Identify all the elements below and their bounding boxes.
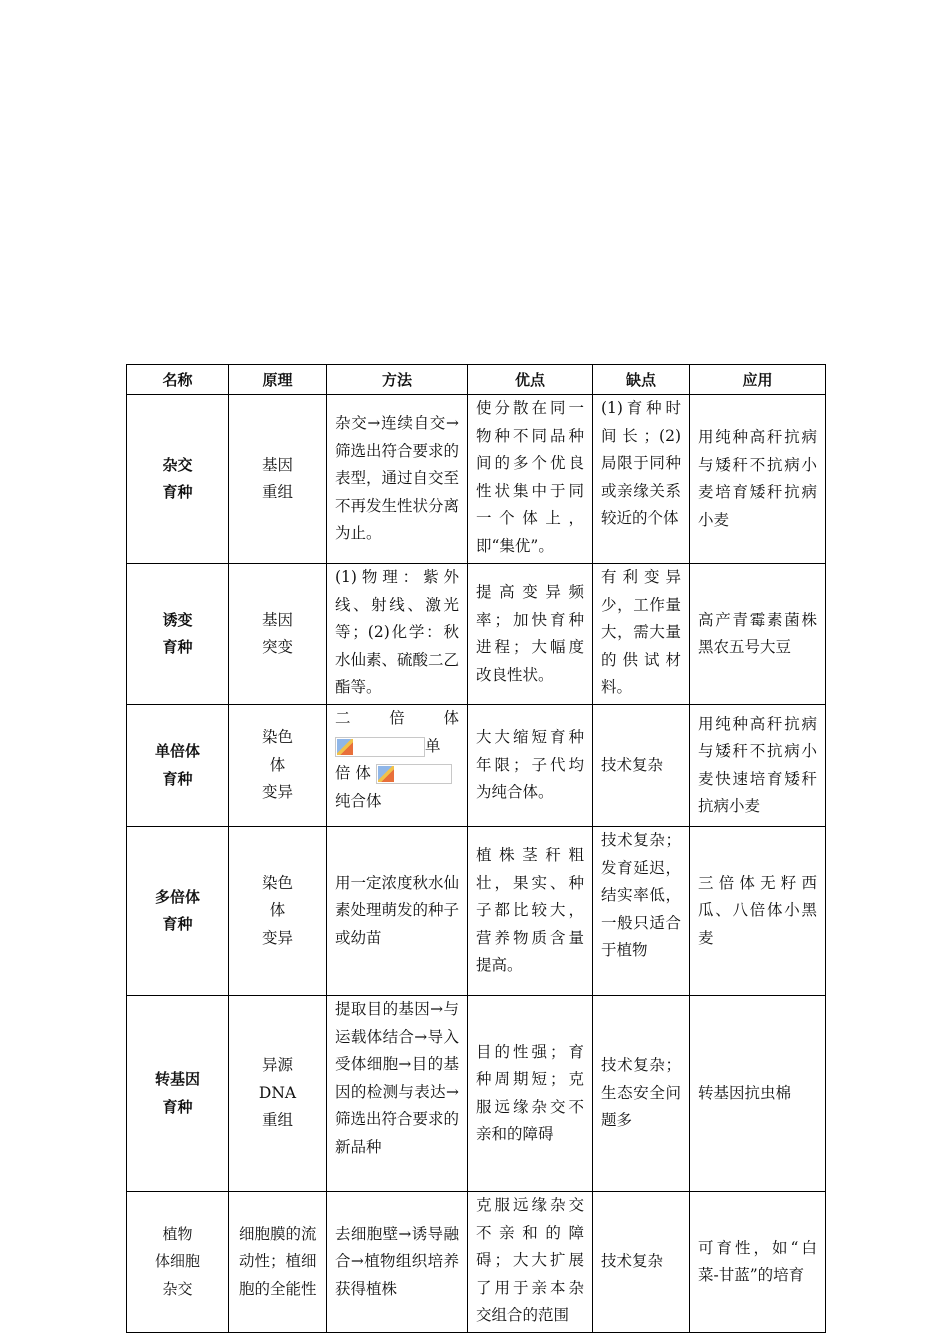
header-pros: 优点	[468, 365, 593, 395]
principle: 基因 重组	[229, 395, 327, 564]
header-name: 名称	[127, 365, 229, 395]
method: 提取目的基因→与运载体结合→导入受体细胞→目的基因的检测与表达→筛选出符合要求的新品种	[327, 996, 468, 1192]
broken-image-icon	[335, 737, 425, 757]
header-method: 方法	[327, 365, 468, 395]
applications: 可育性，如“白菜-甘蓝”的培育	[690, 1192, 826, 1333]
method-name: 诱变 育种	[127, 564, 229, 705]
table-row	[127, 996, 826, 1192]
applications: 用纯种高秆抗病与矮秆不抗病小麦快速培育矮秆抗病小麦	[690, 705, 826, 827]
method-line-2: 单	[335, 733, 459, 761]
disadvantages: (1)育种时间长；(2)局限于同种或亲缘关系较近的个体	[593, 395, 690, 564]
applications: 三倍体无籽西瓜、八倍体小黑麦	[690, 827, 826, 996]
disadvantages: 技术复杂	[593, 705, 690, 827]
method-line-4: 纯合体	[335, 791, 382, 810]
advantages: 克服远缘杂交不亲和的障碍；大大扩展了用于亲本杂交组合的范围	[468, 1192, 593, 1333]
applications: 高产青霉素菌株黑农五号大豆	[690, 564, 826, 705]
table-row	[127, 395, 826, 564]
table-row	[127, 827, 826, 996]
method-name: 杂交 育种	[127, 395, 229, 564]
header-row	[127, 365, 826, 395]
header-principle: 原理	[229, 365, 327, 395]
method	[327, 705, 468, 827]
disadvantages: 技术复杂；生态安全问题多	[593, 996, 690, 1192]
principle: 染色 体 变异	[229, 827, 327, 996]
principle: 基因 突变	[229, 564, 327, 705]
method-name: 植物 体细胞 杂交	[127, 1192, 229, 1333]
advantages: 目的性强；育种周期短；克服远缘杂交不亲和的障碍	[468, 996, 593, 1192]
method-name: 转基因 育种	[127, 996, 229, 1192]
method: (1)物理：紫外线、射线、激光等；(2)化学：秋水仙素、硫酸二乙酯等。	[327, 564, 468, 705]
header-cons: 缺点	[593, 365, 690, 395]
disadvantages: 技术复杂	[593, 1192, 690, 1333]
method-line-3: 倍 体	[335, 760, 459, 788]
advantages: 使分散在同一物种不同品种间的多个优良性状集中于同一个体上，即“集优”。	[468, 395, 593, 564]
applications: 转基因抗虫棉	[690, 996, 826, 1192]
advantages: 大大缩短育种年限；子代均为纯合体。	[468, 705, 593, 827]
table-row	[127, 1192, 826, 1333]
principle: 细胞膜的流动性；植细胞的全能性	[229, 1192, 327, 1333]
table-row	[127, 705, 826, 827]
method-name: 多倍体 育种	[127, 827, 229, 996]
disadvantages: 技术复杂；发育延迟，结实率低，一般只适合于植物	[593, 827, 690, 996]
method-line-1: 二 倍 体	[335, 709, 459, 727]
method: 去细胞壁→诱导融合→植物组织培养获得植株	[327, 1192, 468, 1333]
applications: 用纯种高秆抗病与矮秆不抗病小麦培育矮秆抗病小麦	[690, 395, 826, 564]
breeding-methods-table	[126, 364, 826, 1333]
method: 杂交→连续自交→筛选出符合要求的表型，通过自交至不再发生性状分离为止。	[327, 395, 468, 564]
principle: 染色 体 变异	[229, 705, 327, 827]
disadvantages: 有利变异少，工作量大，需大量的供试材料。	[593, 564, 690, 705]
header-applications: 应用	[690, 365, 826, 395]
advantages: 植株茎秆粗壮，果实、种子都比较大，营养物质含量提高。	[468, 827, 593, 996]
principle: 异源 DNA 重组	[229, 996, 327, 1192]
broken-image-icon	[376, 764, 452, 784]
advantages: 提高变异频率；加快育种进程；大幅度改良性状。	[468, 564, 593, 705]
table-row	[127, 564, 826, 705]
method: 用一定浓度秋水仙素处理萌发的种子或幼苗	[327, 827, 468, 996]
method-name: 单倍体 育种	[127, 705, 229, 827]
